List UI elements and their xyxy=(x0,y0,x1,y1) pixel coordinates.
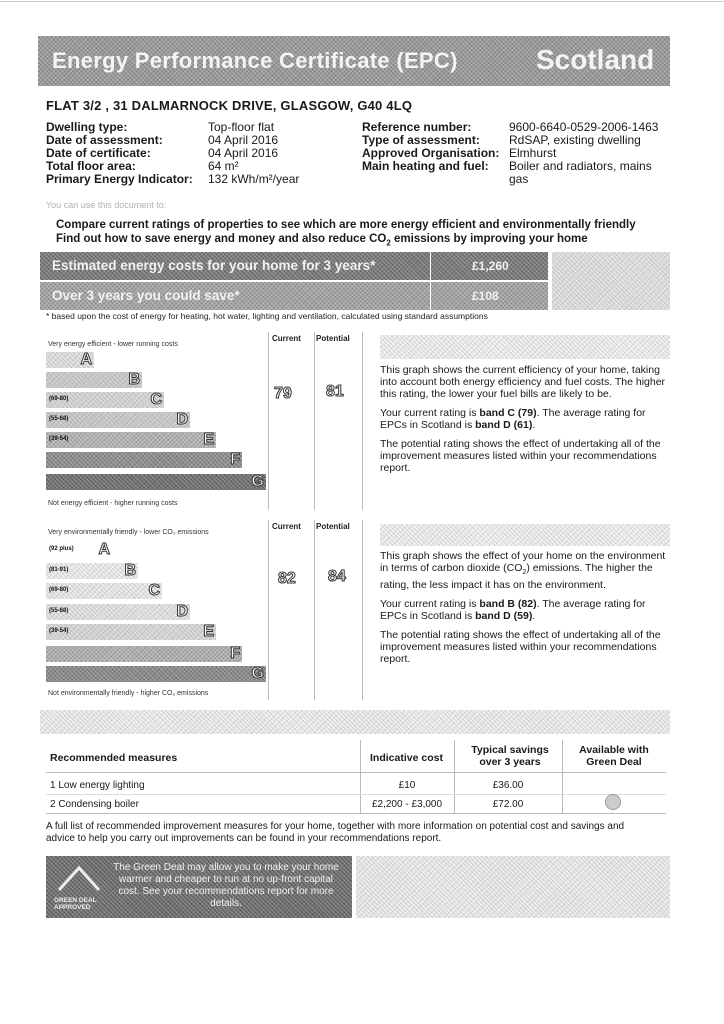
env-band-g: G xyxy=(46,666,266,682)
detail-value: gas xyxy=(509,172,529,186)
col-line xyxy=(362,520,363,700)
chart-bottom-label: Not environmentally friendly - higher CO₂ emissions xyxy=(48,690,209,697)
energy-band-a: A xyxy=(46,352,94,368)
col-cost: Indicative cost xyxy=(370,752,443,764)
detail-label: Date of certificate: xyxy=(46,146,151,160)
energy-explanation xyxy=(380,364,670,481)
env-band-d: (55-68) D xyxy=(46,604,190,620)
save-cost-label: Over 3 years you could save* xyxy=(52,288,240,303)
cost-divider xyxy=(430,282,431,310)
compare-line-1: Compare current ratings of properties to see which are more energy efficient and environmentally friendly xyxy=(56,219,636,231)
row-divider xyxy=(46,794,666,795)
cost-bar-shading xyxy=(552,252,670,310)
detail-label: Reference number: xyxy=(362,120,472,134)
rec-measure-1: 1 Low energy lighting xyxy=(50,780,145,791)
env-text-p3: The potential rating shows the effect of undertaking all of the improvement measures listed within your recommendations report. xyxy=(380,629,661,666)
col-line xyxy=(268,332,269,510)
green-deal-box xyxy=(46,856,352,918)
row-divider xyxy=(46,772,666,773)
chart-bottom-label: Not energy efficient - higher running costs xyxy=(48,500,178,507)
recommendations-heading-shading xyxy=(40,710,670,734)
rec-savings-1: £36.00 xyxy=(492,780,524,791)
energy-text-p3: The potential rating shows the effect of undertaking all of the improvement measures listed within your recommendations report. xyxy=(380,438,661,474)
detail-label: Approved Organisation: xyxy=(362,146,500,160)
energy-band-e: (39-54) E xyxy=(46,432,216,448)
energy-text-p2: Your current rating is band C (79). The average rating for EPCs in Scotland is band D (61). xyxy=(380,407,646,431)
detail-value: 04 April 2016 xyxy=(208,146,279,160)
estimated-cost-bar xyxy=(40,252,548,280)
col-green-deal: Available with Green Deal xyxy=(579,744,649,768)
top-rule xyxy=(0,1,724,2)
col-line xyxy=(562,740,563,814)
env-potential-rating: 84 xyxy=(328,568,346,585)
env-explanation xyxy=(380,550,670,672)
detail-value: 9600-6640-0529-2006-1463 xyxy=(509,120,659,134)
energy-band-g: G xyxy=(46,474,266,490)
col-line xyxy=(268,520,269,700)
current-header: Current xyxy=(272,522,301,531)
green-deal-logo-icon xyxy=(54,862,104,910)
env-band-e: (39-54) E xyxy=(46,624,216,640)
header-region: Scotland xyxy=(536,44,655,75)
save-cost-value: £108 xyxy=(472,289,499,303)
env-band-b: (81-91) B xyxy=(46,563,138,579)
detail-label: Total floor area: xyxy=(46,159,136,173)
faded-heading: You can use this document to: xyxy=(46,200,167,210)
energy-band-b: B xyxy=(46,372,142,388)
detail-label: Dwelling type: xyxy=(46,120,128,134)
cost-footnote: * based upon the cost of energy for heating, hot water, lighting and ventilation, calculated using standard assumptions xyxy=(46,311,488,321)
environmental-impact-chart xyxy=(46,520,364,700)
save-cost-bar xyxy=(40,282,548,310)
col-measures: Recommended measures xyxy=(50,752,178,764)
rec-savings-2: £72.00 xyxy=(492,799,524,810)
col-line xyxy=(314,332,315,510)
energy-band-f: F xyxy=(46,452,242,468)
detail-value: Top-floor flat xyxy=(208,120,275,134)
green-deal-icon xyxy=(605,794,621,810)
detail-value: 64 m² xyxy=(208,159,239,173)
chart-top-label: Very energy efficient - lower running costs xyxy=(48,341,178,348)
current-header: Current xyxy=(272,334,301,343)
green-deal-badge-1: GREEN DEAL xyxy=(54,897,97,904)
energy-band-d: (55-68) D xyxy=(46,412,190,428)
env-band-f: F xyxy=(46,646,242,662)
property-address: FLAT 3/2 , 31 DALMARNOCK DRIVE, GLASGOW, G40 4LQ xyxy=(46,98,413,113)
cost-divider xyxy=(430,252,431,280)
compare-text xyxy=(56,218,656,250)
full-list-note: A full list of recommended improvement measures for your home, together with more information on potential cost and savings and advice to help you carry out improvements can be found in your recommendations report. xyxy=(46,821,625,844)
estimated-cost-value: £1,260 xyxy=(472,259,509,273)
green-deal-badge-2: APPROVED xyxy=(54,904,91,911)
detail-label: Primary Energy Indicator: xyxy=(46,172,193,186)
detail-label: Main heating and fuel: xyxy=(362,159,489,173)
detail-value: 132 kWh/m²/year xyxy=(208,172,300,186)
rec-cost-2: £2,200 - £3,000 xyxy=(371,799,443,810)
detail-value: RdSAP, existing dwelling xyxy=(509,133,641,147)
header-title: Energy Performance Certificate (EPC) xyxy=(52,48,458,73)
col-line xyxy=(362,332,363,510)
rec-measure-2: 2 Condensing boiler xyxy=(50,799,139,810)
energy-current-rating: 79 xyxy=(274,385,292,402)
env-text-p2: Your current rating is band B (82). The average rating for EPCs in Scotland is band D (59). xyxy=(380,598,646,623)
energy-text-p1: This graph shows the current efficiency of your home, taking into account both energy efficiency and fuel costs. The higher this rating, the lower your fuel bills are likely to be. xyxy=(380,364,666,400)
energy-text-shading xyxy=(380,335,670,359)
detail-value: Boiler and radiators, mains xyxy=(509,159,652,173)
detail-label: Date of assessment: xyxy=(46,133,163,147)
green-deal-text: The Green Deal may allow you to make your home warmer and cheaper to run at no up-front capital cost. See your recommendations report for more details. xyxy=(113,862,339,909)
env-band-c: (69-80) C xyxy=(46,583,162,599)
col-line xyxy=(314,520,315,700)
env-current-rating: 82 xyxy=(278,570,296,587)
potential-header: Potential xyxy=(316,334,350,343)
detail-value: 04 April 2016 xyxy=(208,133,279,147)
energy-band-c: (69-80) C xyxy=(46,392,164,408)
estimated-cost-label: Estimated energy costs for your home for 3 years* xyxy=(52,258,376,273)
potential-header: Potential xyxy=(316,522,350,531)
detail-value: Elmhurst xyxy=(509,146,557,160)
row-divider xyxy=(46,813,666,814)
col-savings: Typical savings over 3 years xyxy=(471,744,549,768)
chart-top-label: Very environmentally friendly - lower CO₂ emissions xyxy=(48,529,209,536)
rec-cost-1: £10 xyxy=(398,780,416,791)
env-text-shading xyxy=(380,524,670,546)
energy-efficiency-chart xyxy=(46,332,364,510)
green-deal-shading xyxy=(356,856,670,918)
env-band-a: (92 plus) A xyxy=(49,541,110,558)
env-text-p1: This graph shows the effect of your home on the environment in terms of carbon dioxide $(CO_2)$ emissions. The higher the rating, the less impact it has on the environment. xyxy=(380,550,666,592)
detail-label: Type of assessment: xyxy=(362,133,480,147)
compare-line-2: Find out how to save energy and money and also reduce $CO_2$ emissions by improving your home xyxy=(56,233,588,248)
energy-potential-rating: 81 xyxy=(326,383,344,400)
